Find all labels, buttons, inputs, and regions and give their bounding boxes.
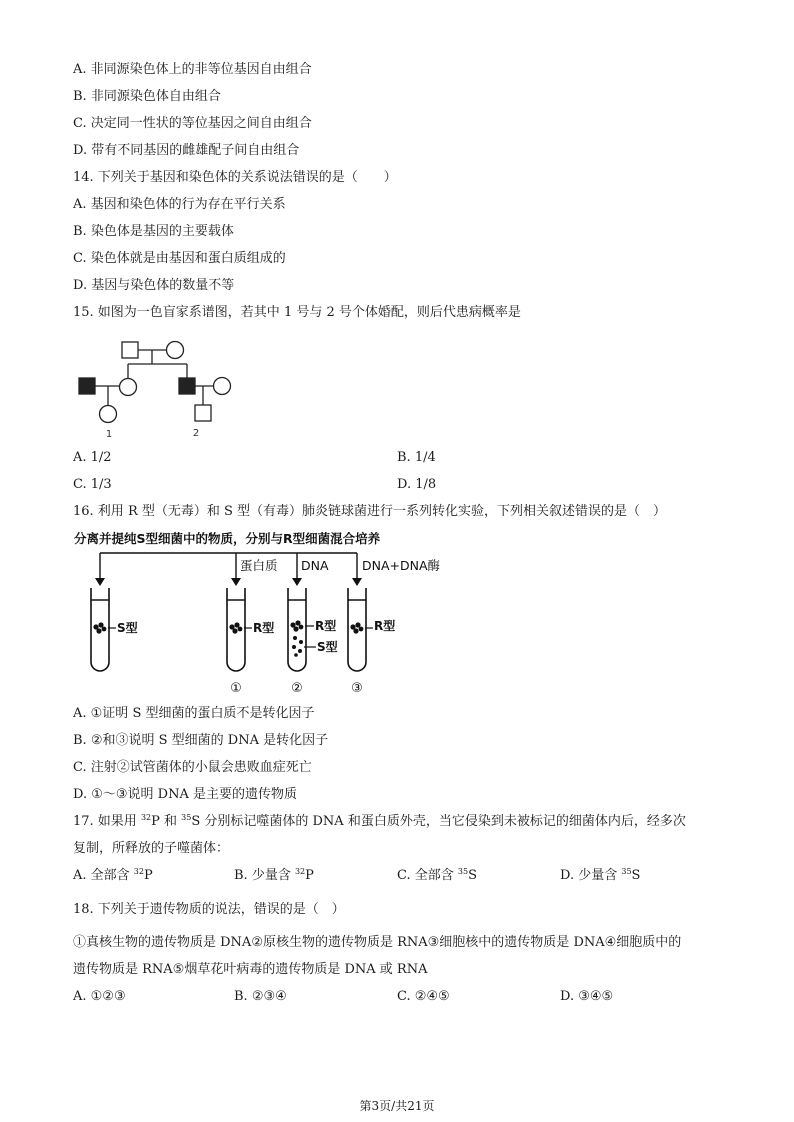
q15-option-c: C. 1/3	[73, 477, 112, 492]
arrow-label-dna-dnase: DNA+DNA酶	[362, 558, 441, 573]
q18-body-line2: 遗传物质是 RNA⑤烟草花叶病毒的遗传物质是 DNA 或 RNA	[73, 962, 428, 977]
q17-stem: 17. 如果用 $^{32}$P 和 $^{35}$S 分别标记噬菌体的 DNA 和蛋白质外壳，当它侵染到未被标记的细菌体内后，经多次	[73, 813, 686, 829]
q13-option-d: D. 带有不同基因的雌雄配子间自由组合	[73, 143, 300, 158]
q13-option-c: C. 决定同一性状的等位基因之间自由组合	[73, 116, 312, 131]
transformation-experiment-figure	[70, 528, 441, 696]
q18-option-d: D. ③④⑤	[560, 989, 614, 1004]
q18-option-c: C. ②④⑤	[397, 989, 450, 1004]
page-footer: 第3页/共21页	[359, 1099, 435, 1113]
q18-body-line1: ①真核生物的遗传物质是 DNA②原核生物的遗传物质是 RNA③细胞核中的遗传物质是 DNA④细胞质中的	[73, 935, 682, 950]
q17-option-c: C. 全部含 $^{35}$S	[397, 867, 477, 883]
pedigree-individual-1	[100, 406, 117, 423]
q16-option-a: A. ①证明 S 型细菌的蛋白质不是转化因子	[73, 706, 315, 721]
pedigree-label-1: 1	[105, 429, 113, 440]
q14-option-d: D. 基因与染色体的数量不等	[73, 278, 235, 293]
q13-option-a: A. 非同源染色体上的非等位基因自由组合	[73, 62, 312, 77]
q18-option-a: A. ①②③	[73, 989, 126, 1004]
q14-option-a: A. 基因和染色体的行为存在平行关系	[73, 197, 286, 212]
tube2-label-s-type: S型	[317, 640, 338, 654]
q15-option-a: A. 1/2	[73, 450, 112, 465]
q15-option-b: B. 1/4	[397, 450, 436, 465]
tube3-label-r-type: R型	[374, 619, 396, 633]
tube2-label-r-type: R型	[315, 619, 337, 633]
q16-option-b: B. ②和③说明 S 型细菌的 DNA 是转化因子	[73, 733, 329, 748]
pedigree-label-2: 2	[192, 428, 200, 439]
pedigree-gen2-affected-male-right	[179, 378, 195, 394]
q16-stem: 16. 利用 R 型（无毒）和 S 型（有毒）肺炎链球菌进行一系列转化实验，下列相关叙述错误的是（ ）	[73, 504, 667, 519]
q14-stem: 14. 下列关于基因和染色体的关系说法错误的是（ ）	[73, 170, 397, 185]
tube-number-3: ③	[351, 681, 363, 696]
q17-option-b: B. 少量含 $^{32}$P	[234, 867, 314, 883]
pedigree-gen2-affected-male-left	[79, 378, 95, 394]
pedigree-gen1-female	[167, 342, 184, 359]
figure-header: 分离并提纯S型细菌中的物质，分别与R型细菌混合培养	[74, 531, 381, 546]
q17-stem-cont: 复制，所释放的子噬菌体：	[73, 841, 230, 856]
q18-stem: 18. 下列关于遗传物质的说法，错误的是（ ）	[73, 902, 345, 917]
q16-option-c: C. 注射②试管菌体的小鼠会患败血症死亡	[73, 760, 312, 775]
pedigree-gen2-female-right	[214, 378, 231, 395]
pedigree-gen1-male	[122, 342, 138, 358]
pedigree-individual-2	[195, 405, 211, 421]
q16-option-d: D. ①～③说明 DNA 是主要的遗传物质	[73, 787, 297, 802]
pedigree-gen2-female-left	[120, 379, 137, 396]
q18-option-b: B. ②③④	[234, 989, 287, 1004]
q14-option-c: C. 染色体就是由基因和蛋白质组成的	[73, 251, 286, 266]
q13-option-b: B. 非同源染色体自由组合	[73, 89, 221, 104]
q17-option-a: A. 全部含 $^{32}$P	[73, 867, 153, 883]
tube-label-s-type: S型	[117, 621, 138, 635]
tube-number-2: ②	[291, 681, 303, 696]
q15-stem: 15. 如图为一色盲家系谱图，若其中 1 号与 2 号个体婚配，则后代患病概率是	[73, 305, 521, 320]
tube-number-1: ①	[230, 681, 242, 696]
arrow-label-protein: 蛋白质	[240, 558, 278, 573]
tube1-label-r-type: R型	[253, 621, 275, 635]
q17-option-d: D. 少量含 $^{35}$S	[560, 867, 641, 883]
q15-option-d: D. 1/8	[397, 477, 437, 492]
q14-option-b: B. 染色体是基因的主要载体	[73, 224, 234, 239]
pedigree-chart	[70, 332, 240, 442]
arrow-label-dna: DNA	[301, 558, 329, 573]
